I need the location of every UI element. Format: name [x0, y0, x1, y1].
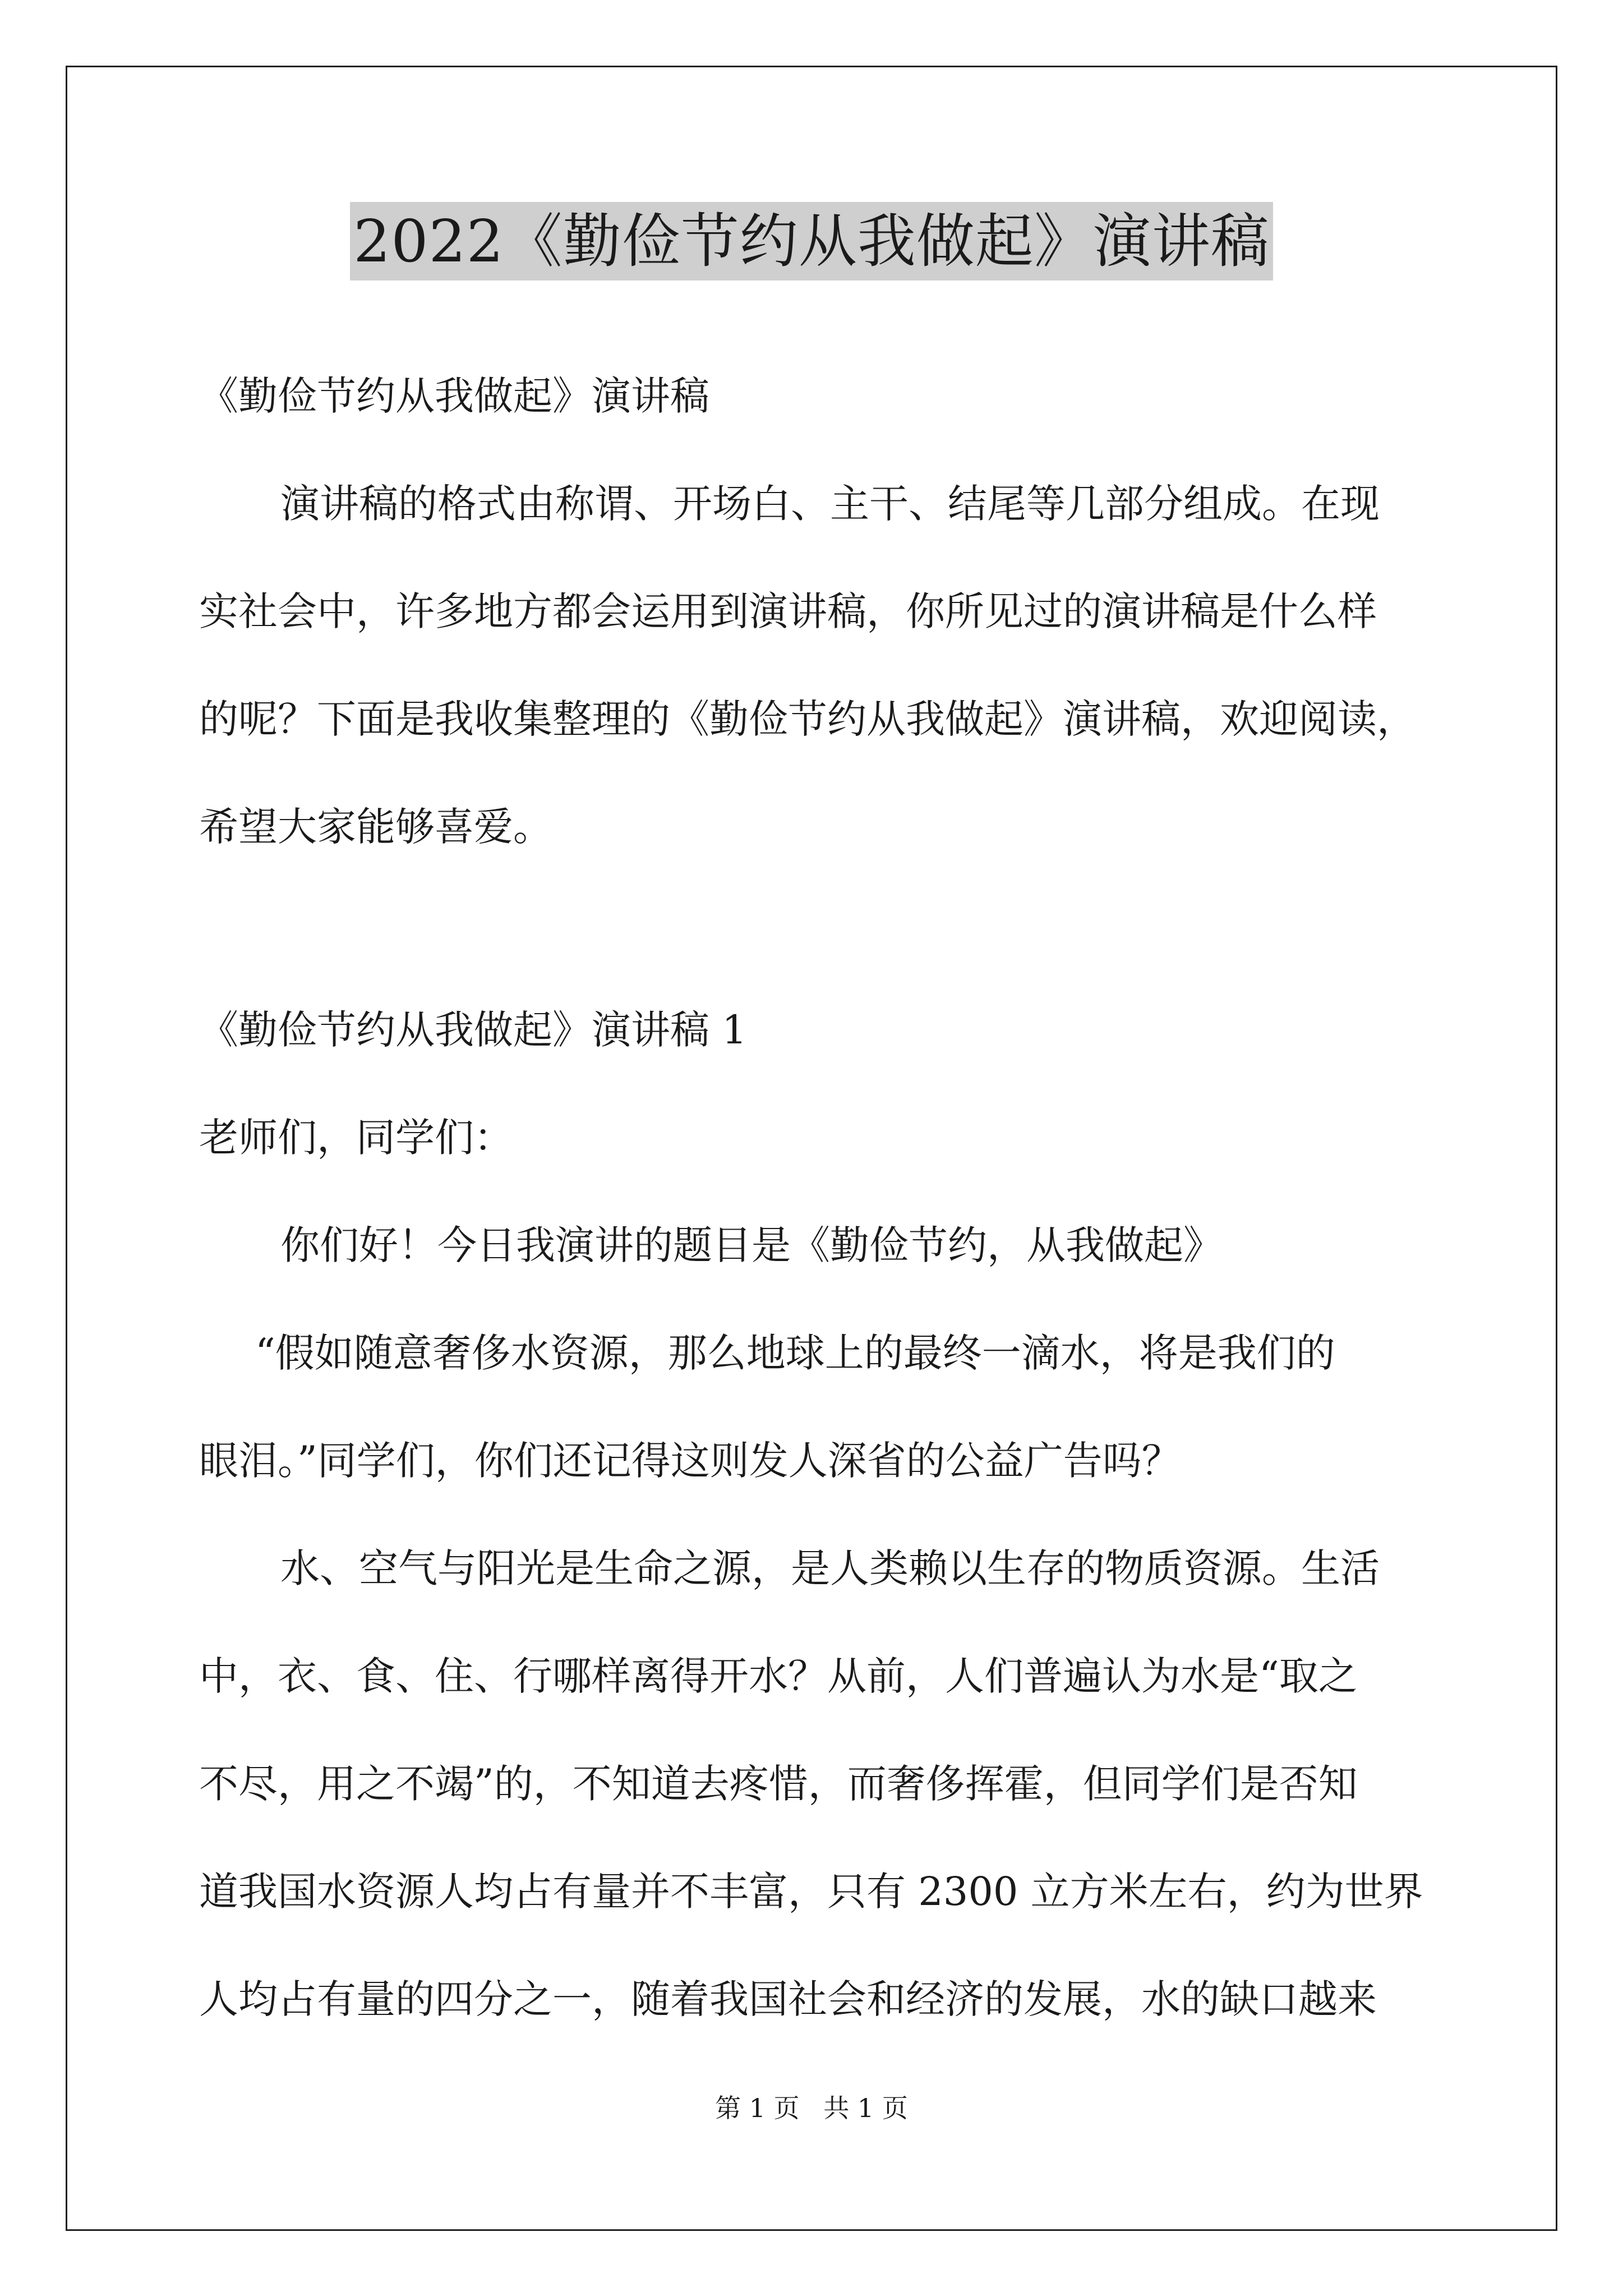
subtitle: 《勤俭节约从我做起》演讲稿: [199, 373, 709, 419]
body-line: 道我国水资源人均占有量并不丰富，只有 2300 立方米左右，约为世界: [199, 1869, 1423, 1915]
paragraph-gap: [199, 881, 1433, 976]
document-body: [199, 342, 1433, 2053]
body-line: 人均占有量的四分之一，随着我国社会和经济的发展，水的缺口越来: [199, 1976, 1377, 2022]
intro-line: 的呢？下面是我收集整理的《勤俭节约从我做起》演讲稿，欢迎阅读，: [199, 696, 1416, 742]
page-total: 共 1 页: [823, 2093, 908, 2123]
greeting: 你们好！今日我演讲的题目是《勤俭节约，从我做起》: [280, 1222, 1223, 1268]
quote-line: “假如随意奢侈水资源，那么地球上的最终一滴水，将是我们的: [255, 1330, 1335, 1376]
title-container: [0, 202, 1623, 280]
body-line: 中，衣、食、住、行哪样离得开水？从前，人们普遍认为水是“取之: [199, 1653, 1358, 1699]
salutation: 老师们，同学们：: [199, 1115, 513, 1161]
intro-line: 演讲稿的格式由称谓、开场白、主干、结尾等几部分组成。在现: [280, 481, 1380, 527]
intro-line: 希望大家能够喜爱。: [199, 804, 552, 850]
page-footer: [0, 2091, 1623, 2125]
page-number: 第 1 页: [715, 2093, 800, 2123]
quote-line: 眼泪。”同学们，你们还记得这则发人深省的公益广告吗？: [199, 1438, 1181, 1484]
body-line: 不尽，用之不竭”的，不知道去疼惜，而奢侈挥霍，但同学们是否知: [199, 1761, 1358, 1807]
intro-line: 实社会中，许多地方都会运用到演讲稿，你所见过的演讲稿是什么样: [199, 588, 1377, 634]
section-heading: 《勤俭节约从我做起》演讲稿 1: [199, 1007, 747, 1053]
body-line: 水、空气与阳光是生命之源，是人类赖以生存的物质资源。生活: [280, 1545, 1380, 1591]
document-title: 2022《勤俭节约从我做起》演讲稿: [350, 202, 1273, 280]
